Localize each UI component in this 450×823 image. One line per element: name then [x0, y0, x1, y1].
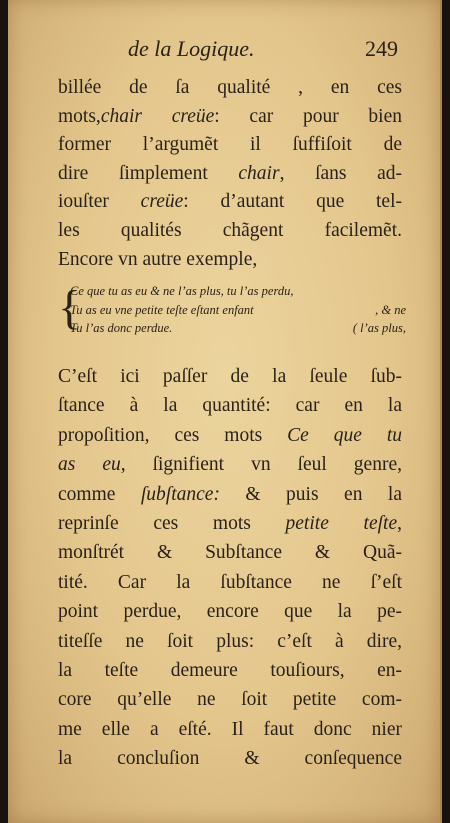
text-line: core qu’elle ne ſoit petite com- — [58, 689, 402, 711]
text-line: reprinſe ces mots petite teſte, — [58, 513, 402, 535]
text-line: les qualités chãgent facilemẽt. — [58, 219, 402, 241]
text-line: me elle a eſté. Il faut donc nier — [58, 718, 402, 740]
page-header — [128, 36, 398, 62]
text-line: C’eſt ici paſſer de la ſeule ſub- — [58, 366, 402, 387]
text-line: iouſter creüe: d’autant que tel- — [58, 191, 402, 213]
syllogism-conclusion: Tu l’as donc perdue. ( l’as plus, — [70, 321, 406, 335]
page-number: 249 — [365, 36, 398, 61]
text-line: la teſte demeure touſiours, en- — [58, 660, 402, 682]
text-line: monſtrét & Subſtance & Quã- — [58, 542, 402, 564]
brace-symbol: { — [58, 281, 82, 334]
text-line: comme ſubſtance: & puis en la — [58, 483, 402, 505]
text-line: dire ſimplement chair, ſans ad- — [58, 162, 402, 184]
text-line: la concluſion & conſequence — [58, 748, 402, 770]
text-line: mots,chair creüe: car pour bien — [58, 105, 402, 127]
text-line: as eu, ſignifient vn ſeul genre, — [58, 454, 402, 476]
book-page — [8, 0, 442, 823]
syllogism-minor: Tu as eu vne petite teſte eſtant enfant , & ne — [70, 302, 406, 317]
text-line: point perdue, encore que la pe- — [58, 601, 402, 623]
text-line: tité. Car la ſubſtance ne ſ’eſt — [58, 571, 402, 593]
text-line: titeſſe ne ſoit plus: c’eſt à dire, — [58, 630, 402, 652]
text-line: Encore vn autre exemple, — [58, 248, 258, 270]
text-line: former l’argumẽt il ſuffiſoit de — [58, 134, 402, 156]
running-title: de la Logique. — [128, 36, 255, 61]
syllogism-major: Ce que tu as eu & ne l’as plus, tu l’as perdu, — [70, 284, 294, 298]
text-line: propoſition, ces mots Ce que tu — [58, 424, 402, 446]
text-line: billée de ſa qualité , en ces — [58, 77, 402, 98]
text-line: ſtance à la quantité: car en la — [58, 395, 402, 417]
first-paragraph — [58, 74, 402, 274]
second-paragraph — [58, 362, 402, 774]
syllogism-block — [58, 281, 406, 338]
